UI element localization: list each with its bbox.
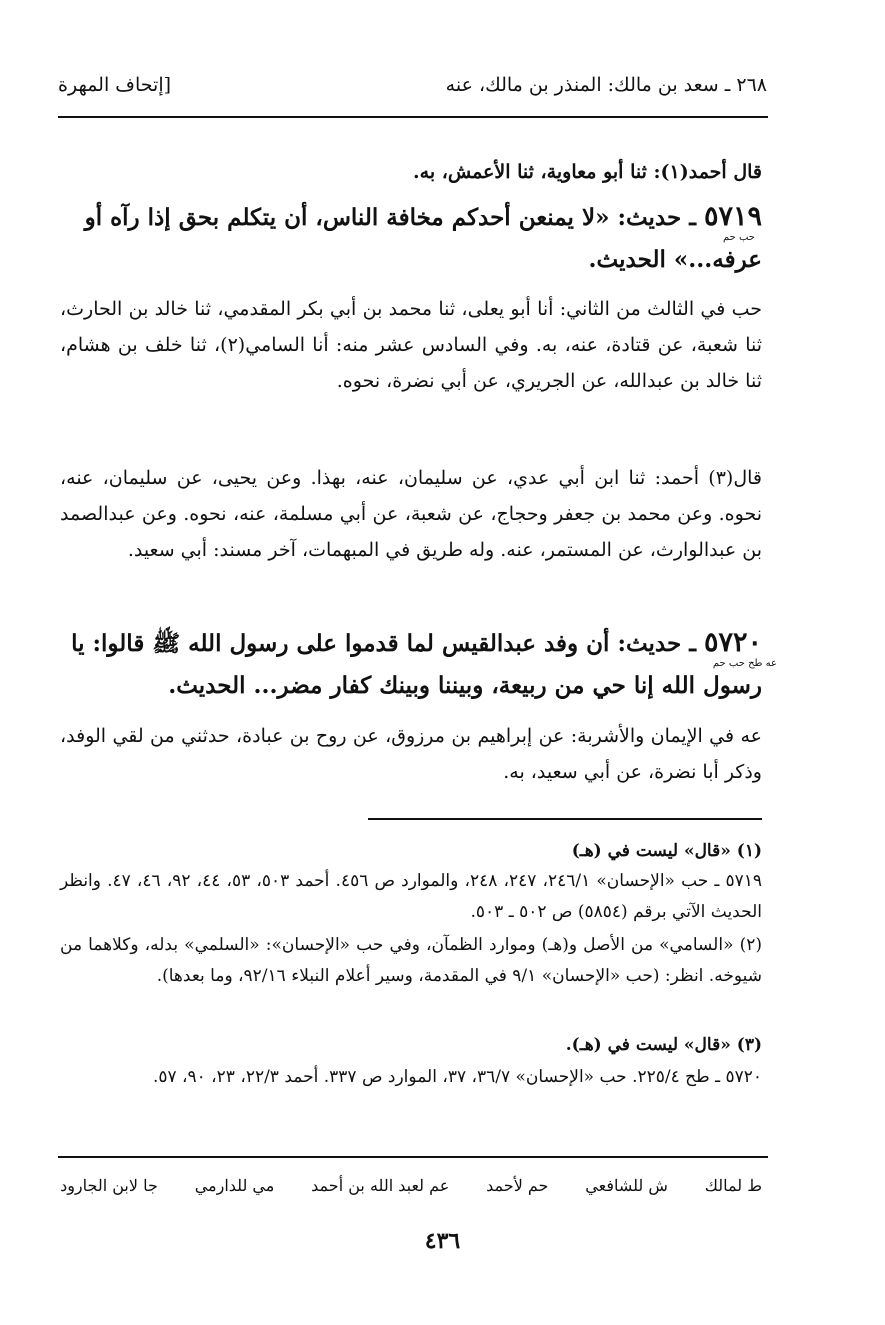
header-chapter-title: ٢٦٨ ـ سعد بن مالك: المنذر بن مالك، عنه — [445, 74, 767, 96]
footnote-3-reference: ٥٧٢٠ ـ طح ٢٢٥/٤. حب «الإحسان» ٣٦/٧، ٣٧، الموارد ص ٣٣٧. أحمد ٢٢/٣، ٢٣، ٩٠، ٥٧. — [152, 1067, 762, 1087]
footnote-2: (٢) «السامي» من الأصل و(هـ) وموارد الظمآن، وفي حب «الإحسان»: «السلمي» بدله، وكلاهما من شيوخه. انظر: (حب «الإحسان» ٩/١ في المقدمة، وسير أعلام النبلاء ٩٢/١٦، وما بعدها). — [60, 935, 762, 986]
legend-item: عم لعبد الله بن أحمد — [311, 1175, 450, 1195]
legend-item: ش للشافعي — [585, 1175, 668, 1195]
footnote-rule — [368, 818, 762, 820]
legend-item: حم لأحمد — [486, 1175, 549, 1195]
hadith-5720-text: ـ حديث: أن وفد عبدالقيس لما قدموا على رسول الله ﷺ قالوا: يا رسول الله إنا حي من ربيعة، وبيننا وبينك كفار مضر... الحديث. — [71, 630, 762, 699]
header-book-title: [إتحاف المهرة — [58, 74, 172, 96]
hadith-5720-source-codes: عه طح حب حم — [712, 658, 777, 669]
legend-item: مي للدارمي — [194, 1175, 275, 1195]
hadith-5719-text: ـ حديث: «لا يمنعن أحدكم مخافة الناس، أن يتكلم بحق إذا رآه أو عرفه...» الحديث. — [84, 204, 762, 273]
footnote-3: (٣) «قال» ليست في (هـ). — [565, 1035, 762, 1055]
legend-item: جا لابن الجارود — [60, 1175, 158, 1195]
paragraph-hibban-chain: حب في الثالث من الثاني: أنا أبو يعلى، ثنا محمد بن أبي بكر المقدمي، ثنا خالد بن الحارث، ثنا شعبة، عن قتادة، عنه، به. وفي السادس عشر منه: أنا السامي(٢)، ثنا خلف بن هشام، ثنا خالد بن عبدالله، عن الجريري، عن أبي نضرة، نحوه. — [60, 298, 763, 392]
hadith-5719-heading — [60, 196, 762, 281]
legend-rule — [58, 1156, 768, 1158]
hadith-5720-number: ٥٧٢٠ — [703, 627, 762, 658]
hadith-5719-number: ٥٧١٩ — [703, 201, 762, 232]
paragraph-ahmad-chain: قال(٣) أحمد: ثنا ابن أبي عدي، عن سليمان، عنه، بهذا. وعن يحيى، عن سليمان، عنه، نحوه. وعن محمد بن جعفر وحجاج، عن شعبة، عن أبي مسلمة، عنه، نحوه. وعن عبدالصمد بن عبدالوارث، عن المستمر، عنه. وله طريق في المبهمات، آخر مسند: أبي سعيد. — [60, 467, 762, 561]
hadith-5720-heading — [60, 622, 762, 707]
hadith-5719-source-codes: حب حم — [722, 232, 755, 243]
header-rule — [58, 116, 768, 118]
running-header — [58, 68, 767, 102]
abbreviation-legend — [60, 1170, 762, 1200]
paragraph-awana-chain: عه في الإيمان والأشربة: عن إبراهيم بن مرزوق، عن روح بن عبادة، حدثني من لقي الوفد، وذكر أبا نضرة، عن أبي سعيد، به. — [60, 725, 762, 783]
footnote-1-reference: ٥٧١٩ ـ حب «الإحسان» ٢٤٦/١، ٢٤٧، ٢٤٨، والموارد ص ٤٥٦. أحمد ٥٠٣، ٥٣، ٤٤، ٩٢، ٤٦، ٤٧. وانظر الحديث الآتي برقم (٥٨٥٤) ص ٥٠٢ ـ ٥٠٣. — [60, 871, 763, 922]
legend-item: ط لمالك — [704, 1175, 762, 1195]
page-number: ٤٣٦ — [424, 1228, 461, 1254]
intro-line: قال أحمد(١): ثنا أبو معاوية، ثنا الأعمش، به. — [413, 161, 762, 183]
footnote-1: (١) «قال» ليست في (هـ) — [571, 841, 762, 861]
